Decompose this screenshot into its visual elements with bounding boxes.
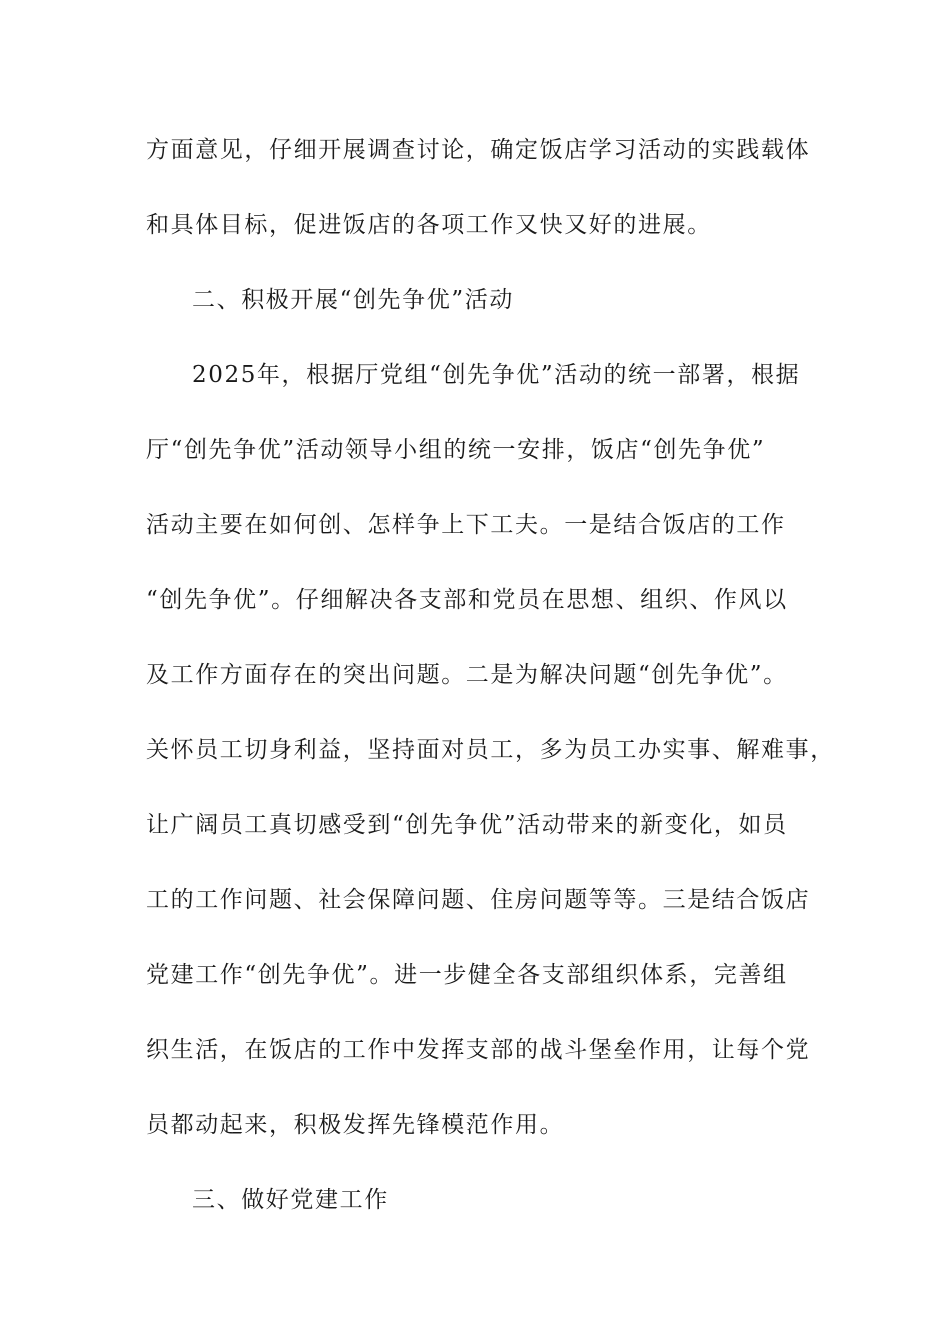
text-line: 党建工作“创先争优”。进一步健全各支部组织体系，完善组 (146, 962, 788, 988)
text-line: 活动主要在如何创、怎样争上下工夫。一是结合饭店的工作 (146, 512, 786, 538)
text-line: “创先争优”。仔细解决各支部和党员在思想、组织、作风以 (146, 587, 788, 613)
text-line: 让广阔员工真切感受到“创先争优”活动带来的新变化，如员 (146, 812, 788, 838)
text-line: 织生活，在饭店的工作中发挥支部的战斗堡垒作用，让每个党 (146, 1037, 811, 1063)
paragraph-first-line: 2025年，根据厅党组“创先争优”活动的统一部署，根据 (192, 362, 801, 388)
text-line: 厅“创先争优”活动领导小组的统一安排，饭店“创先争优” (146, 437, 766, 463)
section-heading: 三、做好党建工作 (192, 1187, 389, 1213)
document-body (146, 124, 835, 1249)
text-line: 方面意见，仔细开展调查讨论，确定饭店学习活动的实践载体 (146, 137, 811, 163)
text-line: 关怀员工切身利益，坚持面对员工，多为员工办实事、解难事， (146, 737, 835, 763)
text-line: 员都动起来，积极发挥先锋模范作用。 (146, 1112, 565, 1138)
section-heading: 二、积极开展“创先争优”活动 (192, 287, 514, 313)
text-line: 和具体目标，促进饭店的各项工作又快又好的进展。 (146, 212, 712, 238)
text-line: 工的工作问题、社会保障问题、住房问题等等。三是结合饭店 (146, 887, 811, 913)
text-line: 及工作方面存在的突出问题。二是为解决问题“创先争优”。 (146, 662, 788, 688)
